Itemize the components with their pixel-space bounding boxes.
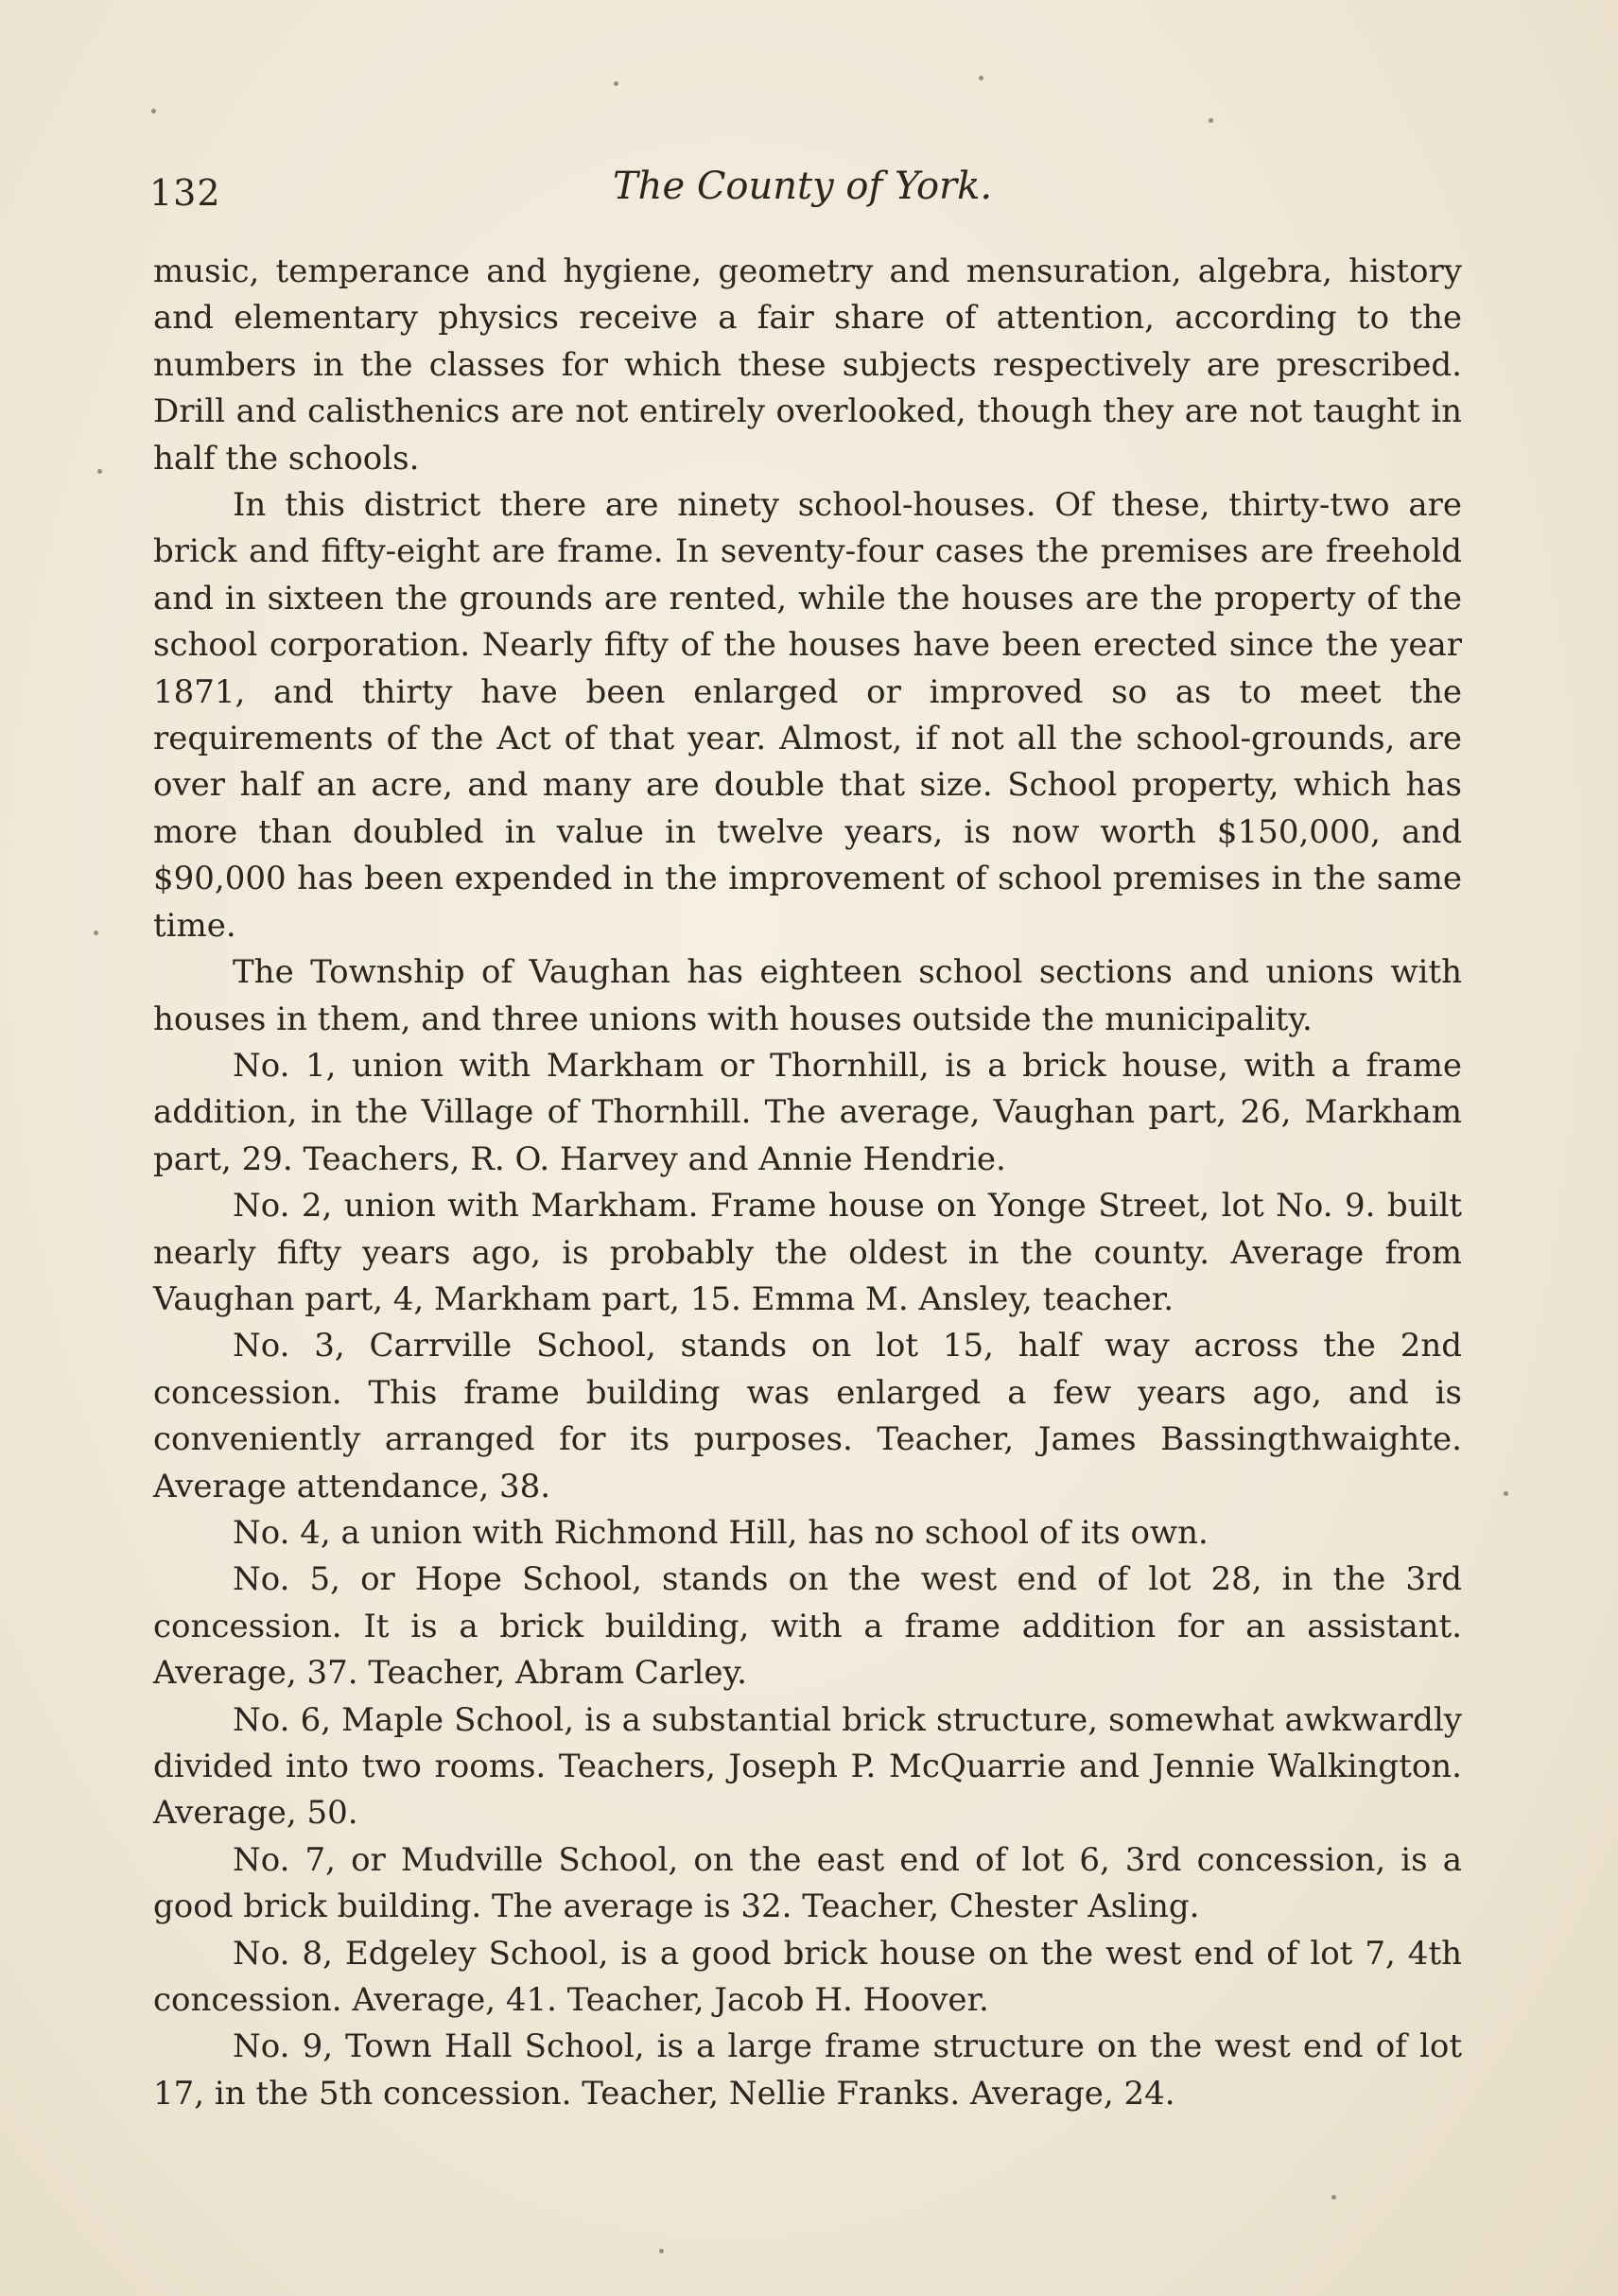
paragraph: No. 1, union with Markham or Thornhill, is a brick house, with a frame addition, in the Village of Thornhill. The average, Vaughan part, 26, Markham part, 29. Teachers, R. O. Harvey and Annie Hendrie. bbox=[153, 1046, 1462, 1178]
paper-speck bbox=[1504, 1491, 1508, 1496]
paragraph: No. 5, or Hope School, stands on the west end of lot 28, in the 3rd concession. It is a brick building, with a frame addition for an assistant. Average, 37. Teacher, Abram Carley. bbox=[153, 1560, 1462, 1693]
paper-speck bbox=[94, 931, 98, 935]
paragraph: music, temperance and hygiene, geometry and mensuration, algebra, history and elementary physics receive a fair share of attention, according to the numbers in the classes for which these subjects respectively are prescribed. Drill and calisthenics are not entirely overlooked, though they are not taught in half the schools. bbox=[153, 252, 1462, 478]
paper-speck bbox=[1331, 2195, 1336, 2200]
paragraph: In this district there are ninety school-houses. Of these, thirty-two are brick and fifty-eight are frame. In seventy-four cases the premises are freehold and in sixteen the grounds are rented, while the houses are the property of the school corporation. Nearly fifty of the houses have been erected since the year 1871, and thirty have been enlarged or improved so as to meet the requirements of the Act of that year. Almost, if not all the school-grounds, are over half an acre, and many are double that size. School property, which has more than doubled in value in twelve years, is now worth $150,000, and $90,000 has been expended in the improvement of school premises in the same time. bbox=[153, 486, 1462, 945]
paper-speck bbox=[151, 109, 156, 113]
page-number: 132 bbox=[149, 172, 221, 214]
paper-speck bbox=[659, 2249, 664, 2253]
running-title: The County of York. bbox=[613, 165, 993, 208]
paragraph: No. 4, a union with Richmond Hill, has no school of its own. bbox=[233, 1513, 1209, 1552]
paragraph: No. 7, or Mudville School, on the east end of lot 6, 3rd concession, is a good brick building. The average is 32. Teacher, Chester Asling. bbox=[153, 1840, 1462, 1926]
body-text bbox=[153, 249, 1462, 2117]
paper-speck bbox=[614, 81, 618, 86]
paragraph: No. 2, union with Markham. Frame house on Yonge Street, lot No. 9. built nearly fifty years ago, is probably the oldest in the county. Average from Vaughan part, 4, Markham part, 15. Emma M. Ansley, teacher. bbox=[153, 1187, 1462, 1318]
paragraph: No. 6, Maple School, is a substantial brick structure, somewhat awkwardly divided into two rooms. Teachers, Joseph P. McQuarrie and Jennie Walkington. Average, 50. bbox=[153, 1700, 1462, 1833]
paragraph: No. 9, Town Hall School, is a large frame structure on the west end of lot 17, in the 5th concession. Teacher, Nellie Franks. Average, 24. bbox=[153, 2027, 1462, 2113]
paper-speck bbox=[1209, 118, 1213, 123]
paragraph: No. 3, Carrville School, stands on lot 15, half way across the 2nd concession. This frame building was enlarged a few years ago, and is conveniently arranged for its purposes. Teacher, James Bassingthwaighte. Average attendance, 38. bbox=[153, 1327, 1462, 1505]
page-header bbox=[149, 159, 1473, 225]
paper-speck bbox=[97, 469, 102, 474]
paragraph: No. 8, Edgeley School, is a good brick house on the west end of lot 7, 4th concession. Average, 41. Teacher, Jacob H. Hoover. bbox=[153, 1934, 1462, 2020]
paper-speck bbox=[979, 76, 983, 80]
paragraph: The Township of Vaughan has eighteen school sections and unions with houses in them, and three unions with houses outside the municipality. bbox=[153, 953, 1462, 1038]
